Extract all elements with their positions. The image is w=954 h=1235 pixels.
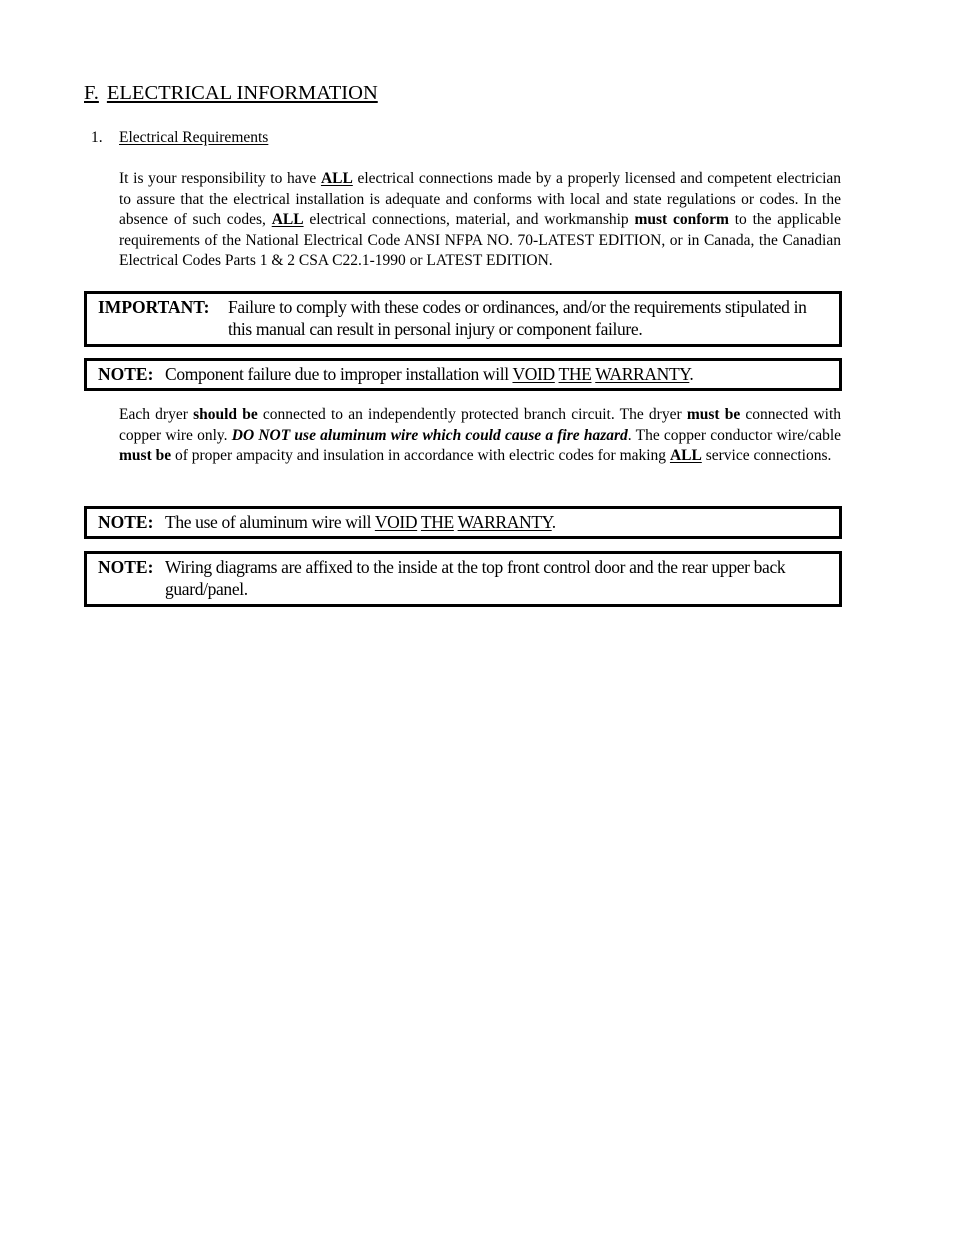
the-word: THE — [420, 512, 454, 532]
note-label: NOTE: — [98, 557, 154, 577]
emphasis-must-be: must be — [686, 406, 741, 423]
note-body: Component failure due to improper installation will — [165, 364, 513, 384]
subsection-heading — [91, 129, 268, 147]
note-box-aluminum-warranty — [84, 506, 842, 539]
paragraph-text: It is your responsibility to have — [119, 170, 321, 187]
paragraph-text: electrical connections made by a properly licensed and competent electrician to assure that the electrical installation is adequate and conforms with local and state regulations or codes. In the absence of such codes, — [119, 170, 842, 229]
paragraph-text: of proper ampacity and insulation in accordance with electric codes for making — [171, 447, 670, 465]
note-end: . — [689, 364, 694, 384]
note-text: Wiring diagrams are affixed to the inside at the top front control door and the rear upper back guard/panel. — [165, 557, 786, 599]
important-box — [84, 291, 842, 347]
note-label: NOTE: — [98, 512, 154, 532]
warranty-word: WARRANTY — [595, 364, 690, 384]
paragraph-text: connected with copper wire only. — [119, 406, 842, 444]
branch-circuit-paragraph — [119, 405, 841, 467]
section-title-text: ELECTRICAL INFORMATION — [106, 82, 378, 104]
emphasis-must-be: must be — [119, 447, 172, 465]
void-word: VOID — [374, 512, 418, 532]
emphasis-all: ALL — [320, 170, 353, 187]
emphasis-should-be: should be — [193, 406, 258, 423]
section-letter: F. — [84, 82, 99, 104]
the-word: THE — [558, 364, 592, 384]
note-label: NOTE: — [98, 364, 154, 384]
note-box-installation-warranty — [84, 358, 842, 391]
void-word: VOID — [512, 364, 555, 384]
paragraph-text: to the applicable requirements of the National Electrical Code ANSI NFPA NO. 70-LATEST EDITION, or in Canada, the Canadian Electrical Codes Parts 1 & 2 CSA C22.1-1990 or LATEST EDITION. — [119, 211, 841, 270]
paragraph-text: . The copper conductor wire/cable — [627, 426, 842, 444]
emphasis-all: ALL — [669, 447, 702, 465]
note-body: The use of aluminum wire will — [165, 512, 375, 532]
paragraph-text: connected to an independently protected branch circuit. The dryer — [257, 406, 687, 423]
paragraph-text: Each dryer — [119, 406, 194, 423]
paragraph-text: service connections. — [701, 447, 832, 465]
important-text: Failure to comply with these codes or ordinances, and/or the requirements stipulated in this manual can result in personal injury or component failure. — [228, 297, 807, 339]
emphasis-must-conform: must conform — [634, 211, 729, 229]
subsection-number: 1. — [91, 129, 103, 146]
emphasis-all: ALL — [271, 211, 304, 229]
note-text — [165, 363, 827, 385]
note-box-wiring-diagrams — [84, 551, 842, 607]
section-title — [84, 82, 378, 105]
subsection-title: Electrical Requirements — [119, 129, 269, 146]
warranty-word: WARRANTY — [457, 512, 552, 532]
note-text — [165, 511, 827, 533]
paragraph-text: electrical connections, material, and workmanship — [303, 211, 635, 229]
note-end: . — [551, 512, 556, 532]
electrical-responsibility-paragraph — [119, 169, 841, 272]
aluminum-wire-warning: DO NOT use aluminum wire which could cause a fire hazard — [231, 426, 628, 444]
important-label: IMPORTANT: — [98, 297, 210, 317]
